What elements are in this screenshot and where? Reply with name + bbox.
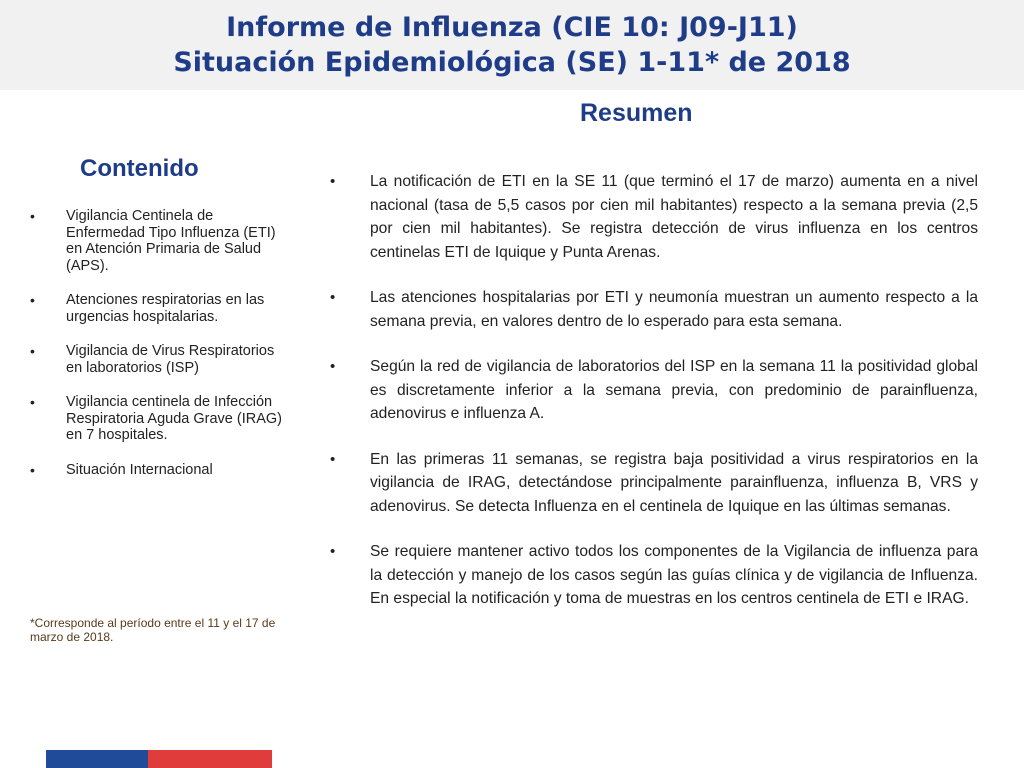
contenido-item xyxy=(30,208,292,274)
resumen-item-text: Según la red de vigilancia de laboratorios del ISP en la semana 11 la positividad global es discretamente inferior a la semana previa, con predominio de parainfluenza, adenovirus e influenza A. xyxy=(370,358,978,422)
contenido-item-text: Atenciones respiratorias en las urgencias hospitalarias. xyxy=(66,292,265,325)
contenido-item-text: Vigilancia Centinela de Enfermedad Tipo Influenza (ETI) en Atención Primaria de Salud (APS). xyxy=(66,208,276,274)
footer-color-bar xyxy=(46,750,272,768)
contenido-item-text: Vigilancia de Virus Respiratorios en laboratorios (ISP) xyxy=(66,343,275,376)
footer-blue-stripe xyxy=(46,750,148,768)
contenido-item-text: Vigilancia centinela de Infección Respiratoria Aguda Grave (IRAG) en 7 hospitales. xyxy=(66,394,282,443)
resumen-heading: Resumen xyxy=(580,99,693,127)
resumen-item xyxy=(330,540,978,611)
bullet-icon: • xyxy=(30,292,35,308)
bullet-icon: • xyxy=(330,543,336,560)
bullet-icon: • xyxy=(330,450,336,468)
bullet-icon: • xyxy=(30,394,35,410)
resumen-list xyxy=(330,170,978,633)
bullet-icon: • xyxy=(30,343,35,359)
resumen-item-text: La notificación de ETI en la SE 11 (que terminó el 17 de marzo) aumenta en a nivel nacional (tasa de 5,5 casos por cien mil habitantes) respecto a la semana previa (2,5 por cien mil habitantes). Se registra detección de virus influenza en los centros centinelas ETI de Iquique y Punta Arenas. xyxy=(370,173,978,261)
bullet-icon: • xyxy=(330,289,336,306)
bullet-icon: • xyxy=(330,173,336,190)
resumen-item xyxy=(330,355,978,426)
contenido-item-text: Situación Internacional xyxy=(66,461,213,478)
contenido-item xyxy=(30,343,292,376)
contenido-heading: Contenido xyxy=(80,155,199,182)
bullet-icon: • xyxy=(30,208,35,224)
resumen-item-text: En las primeras 11 semanas, se registra baja positividad a virus respiratorios en la vigilancia de IRAG, detectándose principalmente parainfluenza, influenza B, VRS y adenovirus. Se detecta Influenza en el centinela de Iquique en las últimas semanas. xyxy=(370,450,978,515)
footnote: *Corresponde al período entre el 11 y el 17 de marzo de 2018. xyxy=(30,616,276,644)
resumen-item xyxy=(330,286,978,333)
bullet-icon: • xyxy=(30,461,35,478)
title-line-2: Situación Epidemiológica (SE) 1-11* de 2018 xyxy=(173,47,851,78)
bullet-icon: • xyxy=(330,358,336,375)
resumen-item-text: Las atenciones hospitalarias por ETI y neumonía muestran un aumento respecto a la semana previa, en valores dentro de lo esperado para esta semana. xyxy=(370,289,978,330)
contenido-list xyxy=(30,208,292,496)
page-title xyxy=(0,10,1024,80)
contenido-item xyxy=(30,462,292,479)
resumen-item-text: Se requiere mantener activo todos los componentes de la Vigilancia de influenza para la detección y manejo de los casos según las guías clínica y de vigilancia de Influenza. En especial la notificación y toma de muestras en los centros centinela de ETI e IRAG. xyxy=(370,543,978,607)
footer-red-stripe xyxy=(148,750,272,768)
resumen-item xyxy=(330,170,978,264)
contenido-item xyxy=(30,292,292,325)
contenido-item xyxy=(30,394,292,444)
title-line-1: Informe de Influenza (CIE 10: J09-J11) xyxy=(226,12,798,43)
resumen-item xyxy=(330,448,978,519)
